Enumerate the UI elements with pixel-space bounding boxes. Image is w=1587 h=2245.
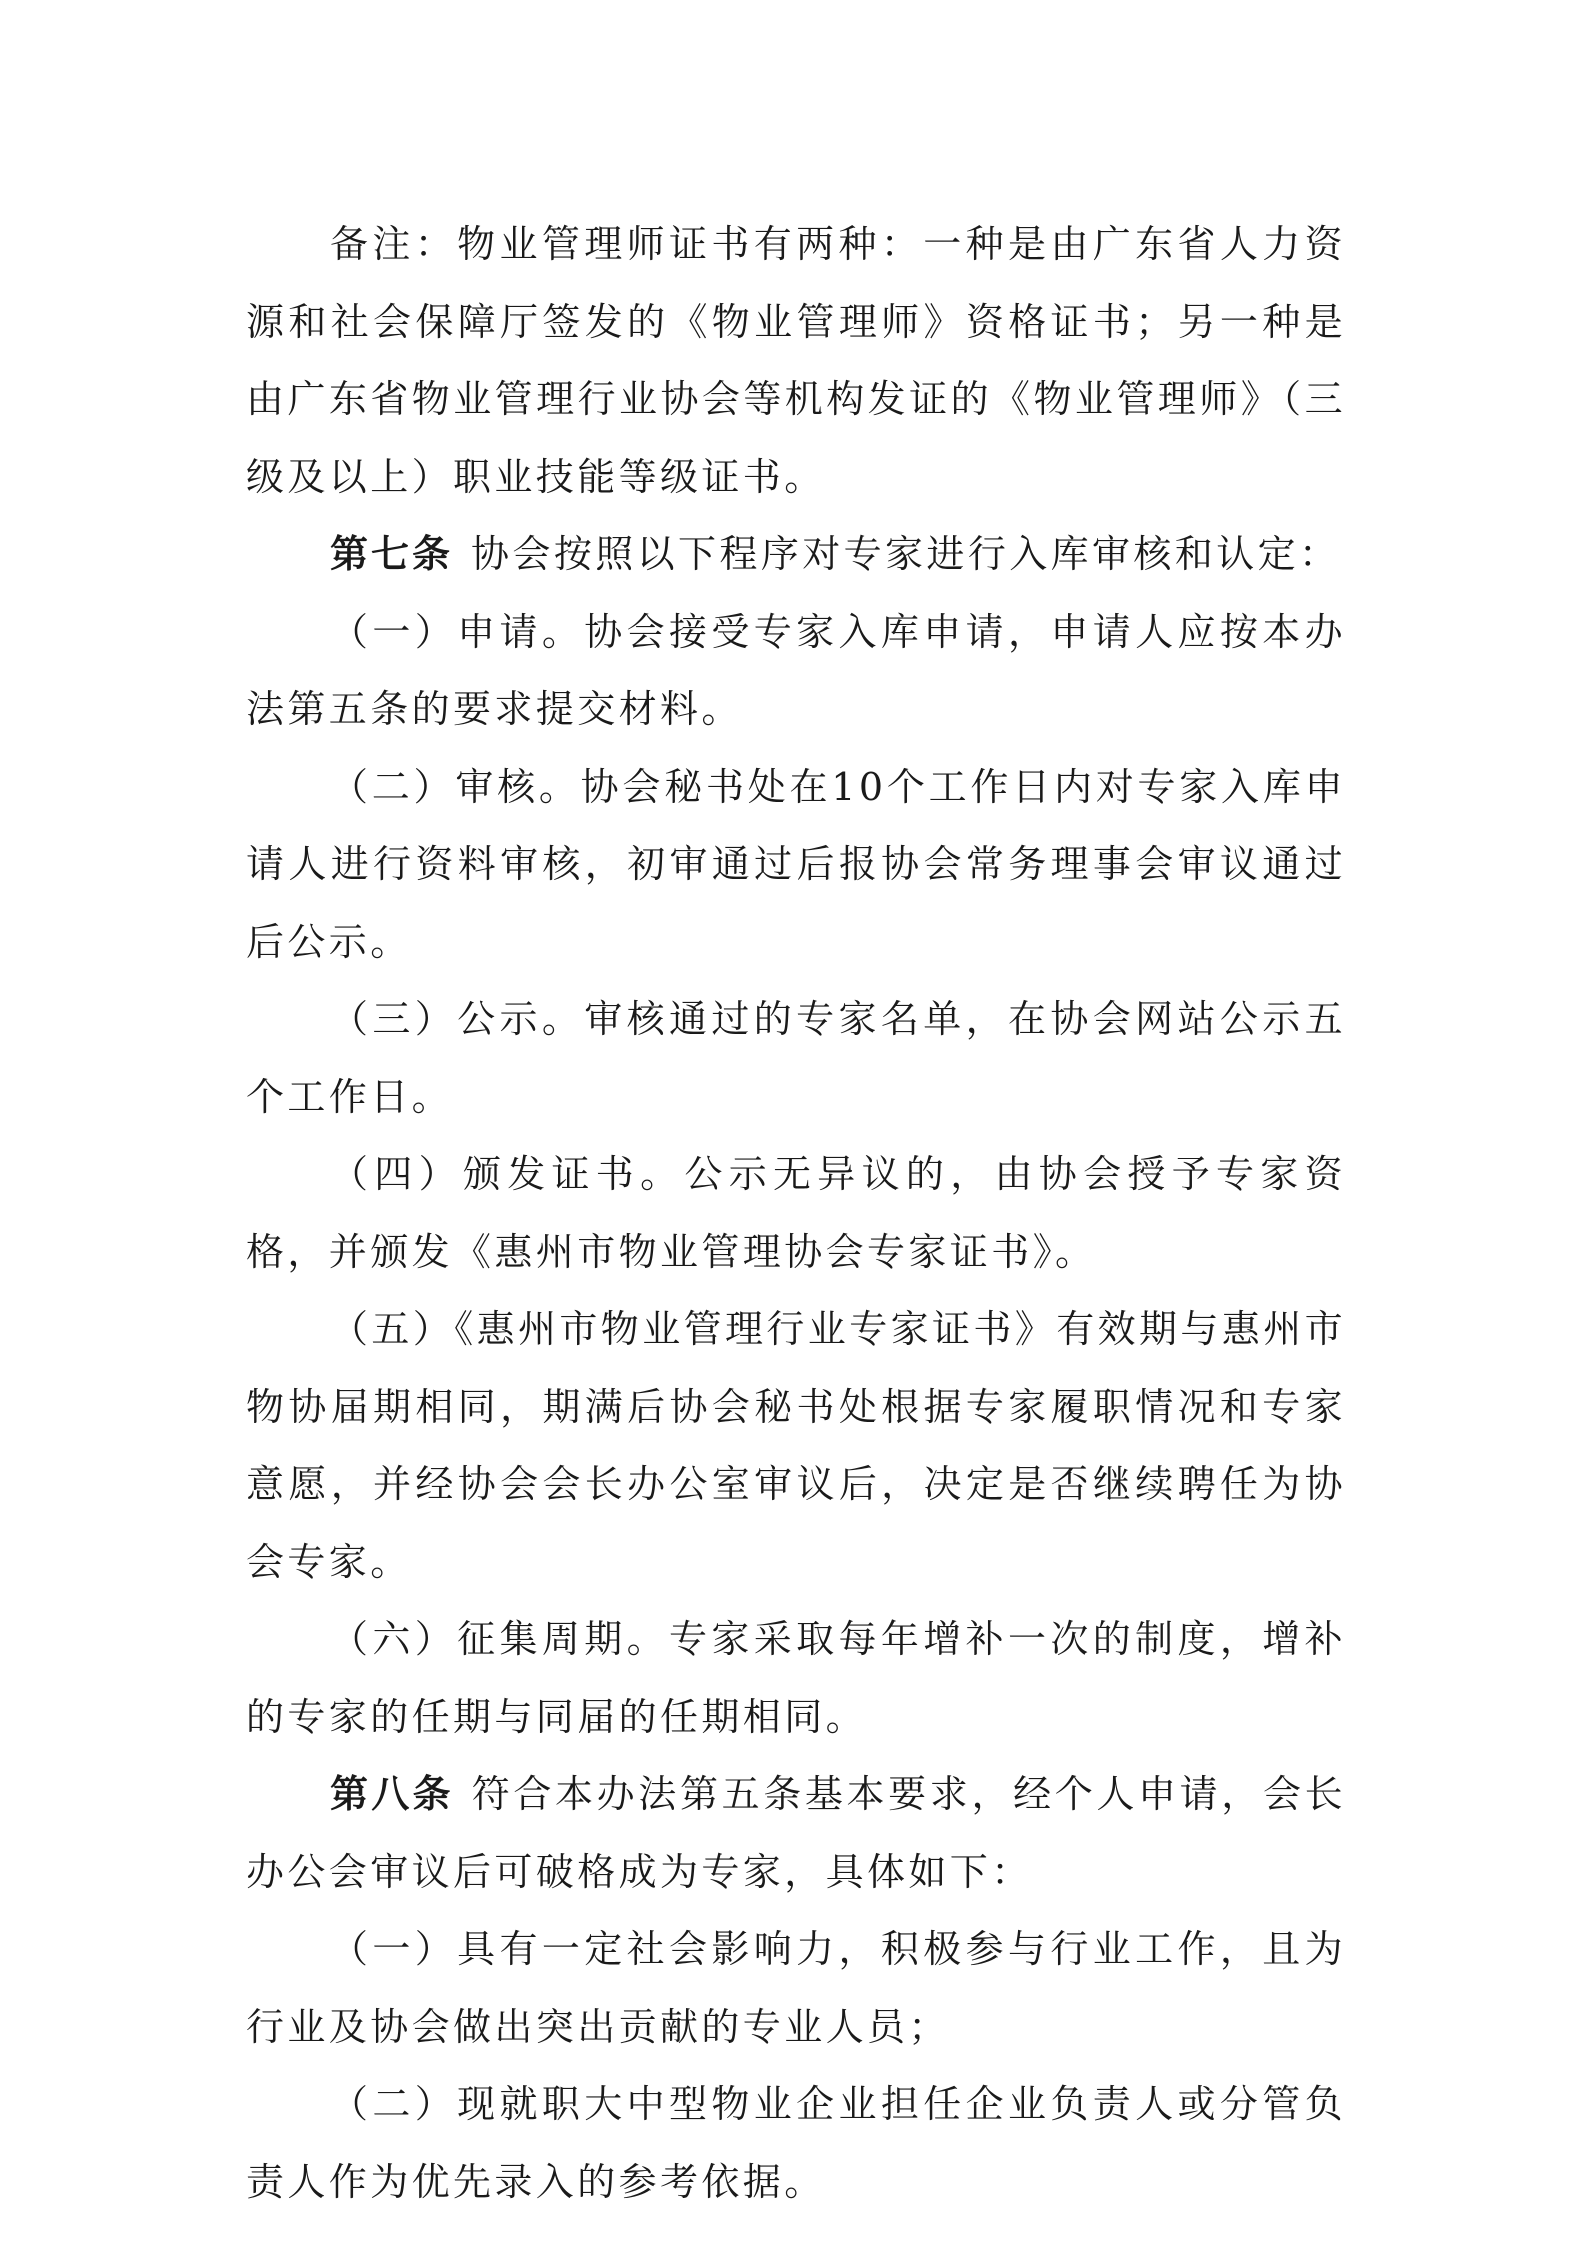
paragraph-text: 协会按照以下程序对专家进行入库审核和认定： — [471, 532, 1341, 576]
paragraph-text: 备注：物业管理师证书有两种：一种是由广东省人力资源和社会保障厅签发的《物业管理师》资格证书；另一种是由广东省物业管理行业协会等机构发证的《物业管理师》（三级及以上）职业技能等级证书。 — [246, 222, 1346, 499]
paragraph-article-8-item-2 — [246, 2066, 1346, 2221]
paragraph-text: （一）申请。协会接受专家入库申请，申请人应按本办法第五条的要求提交材料。 — [246, 609, 1346, 731]
paragraph-item-4 — [246, 1136, 1346, 1291]
paragraph-text: 符合本办法第五条基本要求，经个人申请，会长办公会审议后可破格成为专家，具体如下： — [246, 1772, 1346, 1894]
paragraph-article-8 — [246, 1756, 1346, 1911]
paragraph-text: （四）颁发证书。公示无异议的，由协会授予专家资格，并颁发《惠州市物业管理协会专家证书》。 — [246, 1152, 1346, 1274]
paragraph-item-2 — [246, 749, 1346, 982]
paragraph-article-8-item-1 — [246, 1911, 1346, 2066]
paragraph-item-6 — [246, 1601, 1346, 1756]
paragraph-item-1 — [246, 594, 1346, 749]
paragraph-text: （五）《惠州市物业管理行业专家证书》有效期与惠州市物协届期相同，期满后协会秘书处根据专家履职情况和专家意愿，并经协会会长办公室审议后，决定是否继续聘任为协会专家。 — [246, 1307, 1347, 1584]
article-label: 第七条 — [330, 532, 454, 576]
paragraph-item-3 — [246, 981, 1346, 1136]
article-label: 第八条 — [330, 1772, 454, 1816]
paragraph-text: （二）审核。协会秘书处在10个工作日内对专家入库申请人进行资料审核，初审通过后报协会常务理事会审议通过后公示。 — [246, 764, 1346, 964]
paragraph-item-5 — [246, 1291, 1346, 1601]
paragraph-text: （三）公示。审核通过的专家名单，在协会网站公示五个工作日。 — [246, 997, 1346, 1119]
paragraph-text: （二）现就职大中型物业企业担任企业负责人或分管负责人作为优先录入的参考依据。 — [246, 2082, 1346, 2204]
paragraph-remark — [246, 206, 1346, 516]
paragraph-text: （一）具有一定社会影响力，积极参与行业工作，且为行业及协会做出突出贡献的专业人员； — [246, 1927, 1346, 2049]
paragraph-article-7 — [246, 516, 1346, 594]
document-body — [246, 206, 1346, 2221]
paragraph-text: （六）征集周期。专家采取每年增补一次的制度，增补的专家的任期与同届的任期相同。 — [246, 1617, 1346, 1739]
